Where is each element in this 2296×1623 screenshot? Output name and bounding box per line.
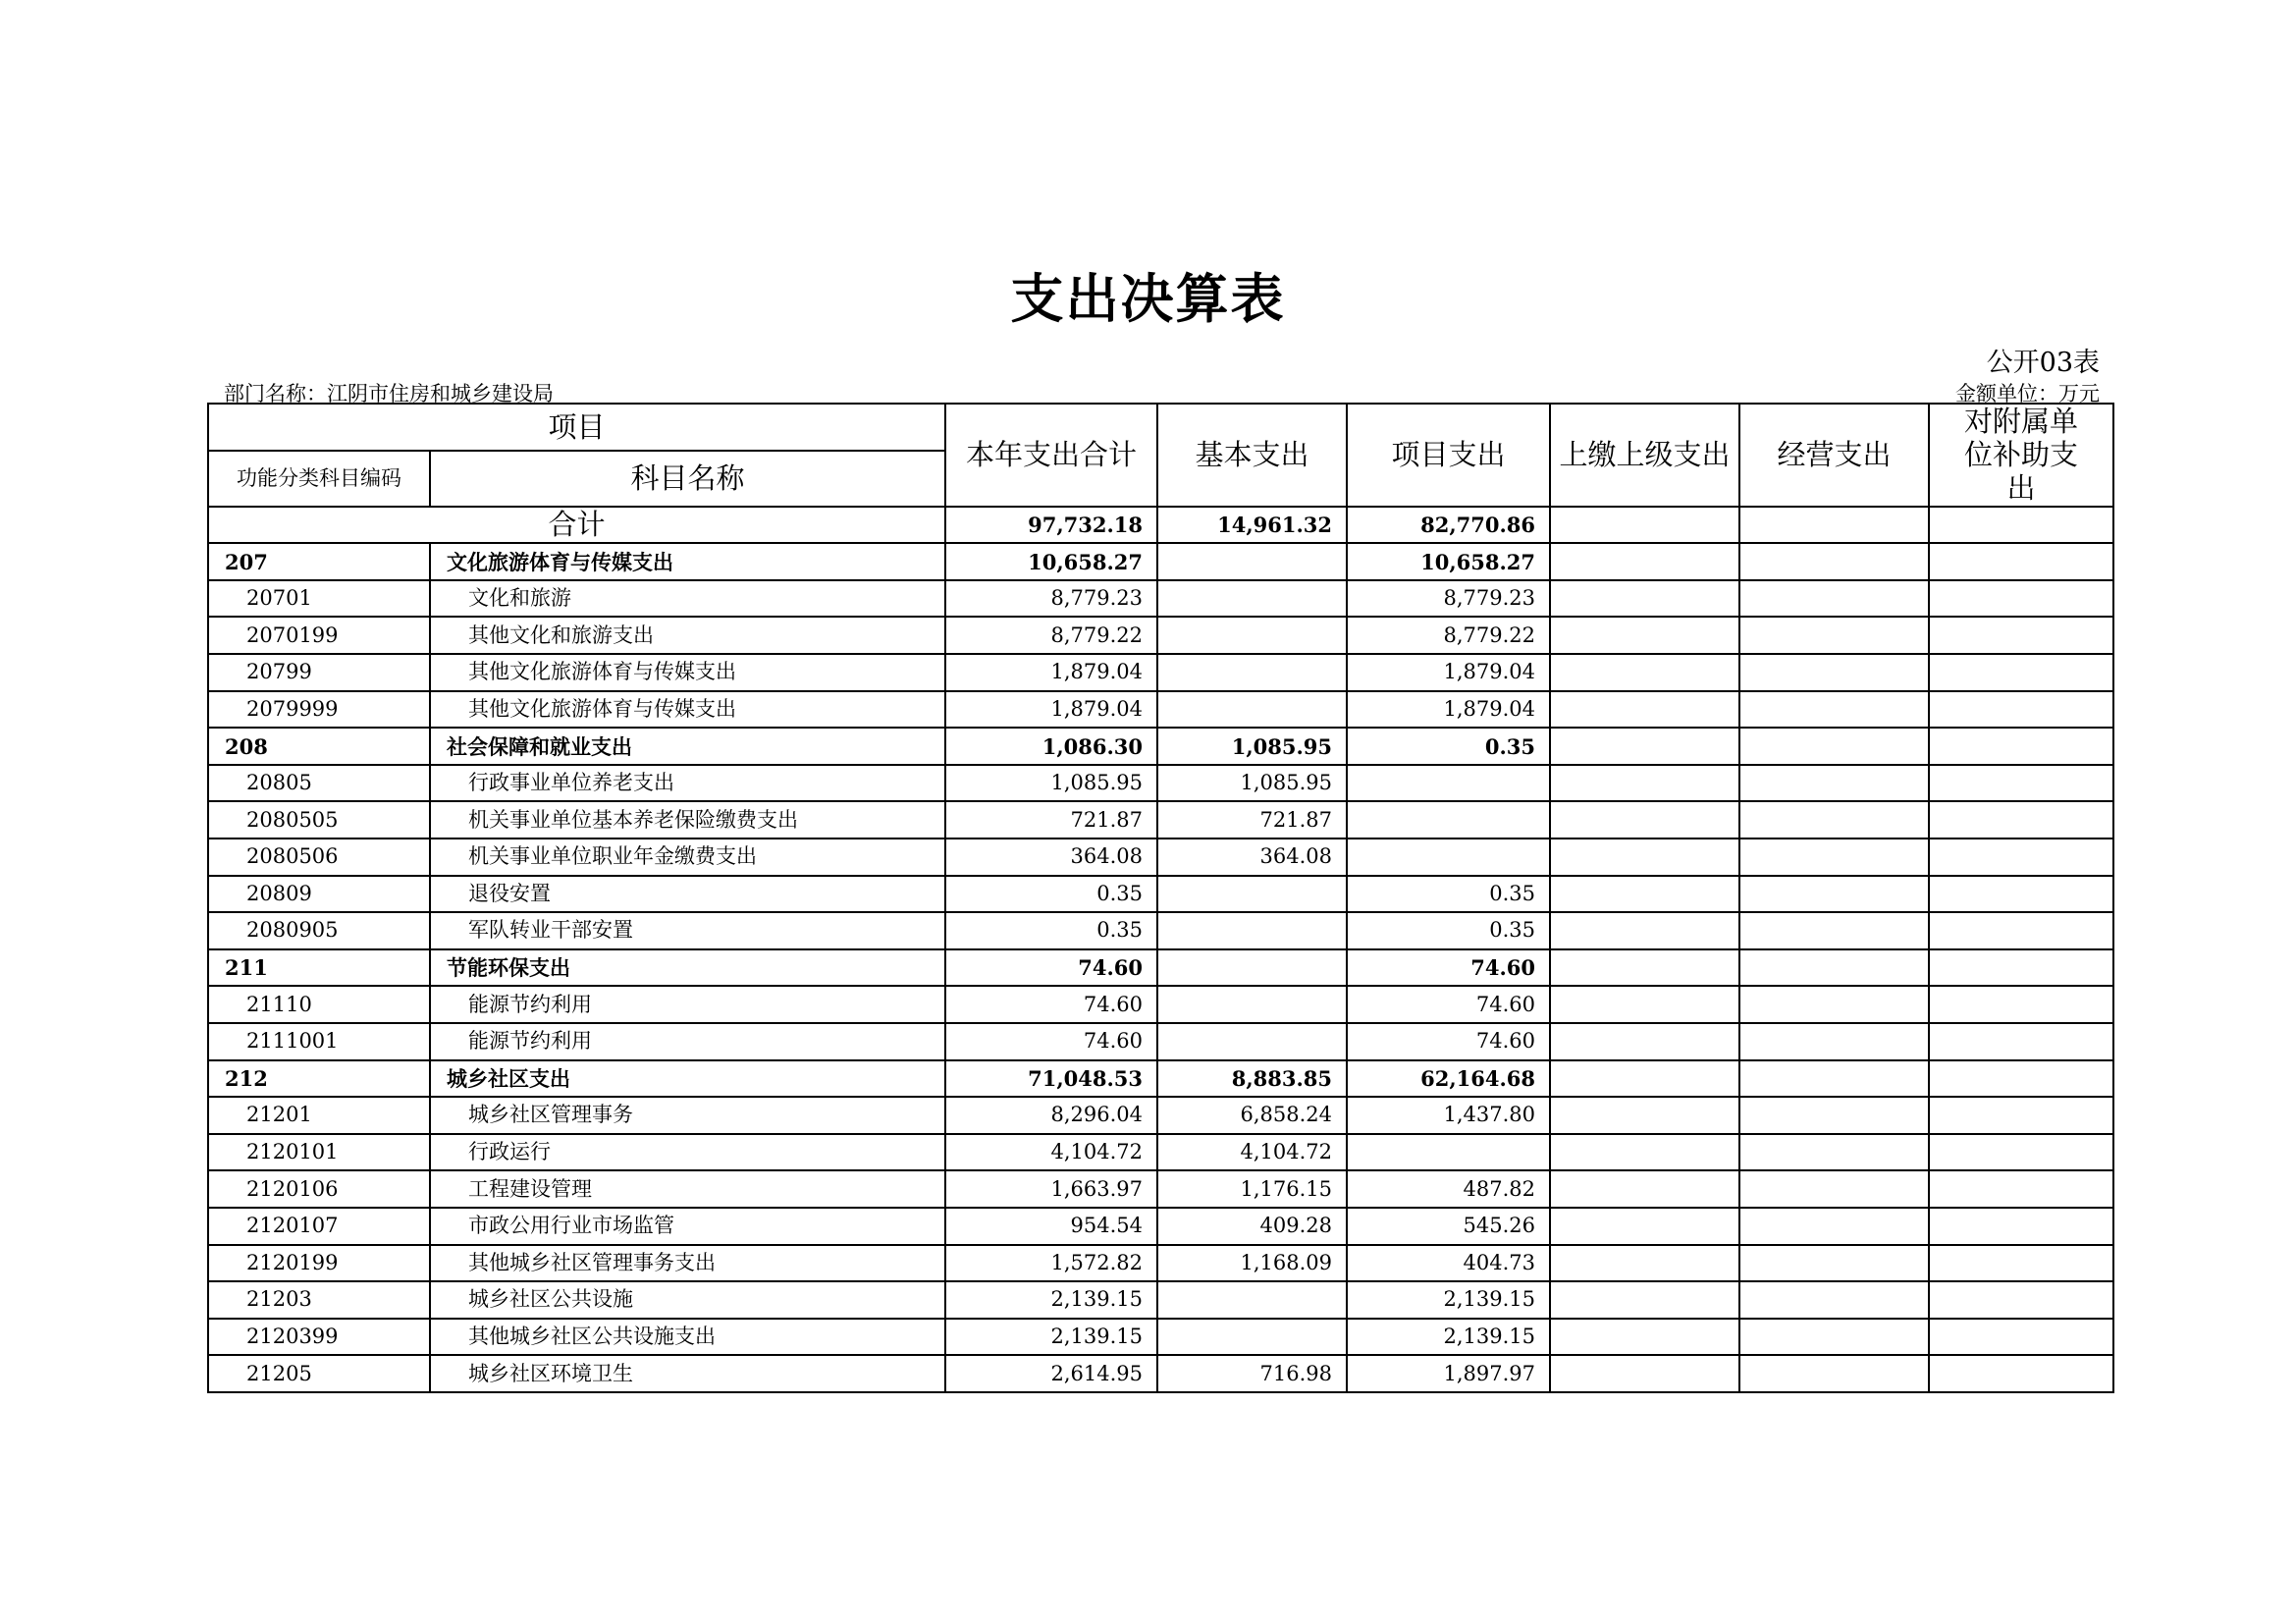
- amount-business: [1739, 912, 1929, 949]
- amount-subsidy: [1929, 876, 2113, 913]
- subject-name: 城乡社区公共设施: [430, 1281, 945, 1319]
- amount-upper: [1550, 654, 1739, 691]
- table-row: [208, 543, 2113, 580]
- subject-code: 2080905: [208, 912, 430, 949]
- amount-basic: 8,883.85: [1157, 1060, 1347, 1098]
- amount-upper: [1550, 1097, 1739, 1134]
- amount-upper: [1550, 580, 1739, 618]
- amount-subsidy: [1929, 654, 2113, 691]
- amount-basic: [1157, 876, 1347, 913]
- table-row: [208, 912, 2113, 949]
- amount-total: 1,879.04: [945, 691, 1157, 729]
- amount-upper: [1550, 1170, 1739, 1208]
- subject-name: 城乡社区管理事务: [430, 1097, 945, 1134]
- table-row: [208, 1245, 2113, 1282]
- total-amount: 97,732.18: [945, 507, 1157, 544]
- amount-subsidy: [1929, 1208, 2113, 1245]
- amount-unit: 金额单位：万元: [1955, 382, 2100, 406]
- amount-upper: [1550, 1319, 1739, 1356]
- amount-business: [1739, 1023, 1929, 1060]
- subject-name: 其他文化旅游体育与传媒支出: [430, 654, 945, 691]
- amount-business: [1739, 765, 1929, 802]
- amount-total: 2,139.15: [945, 1281, 1157, 1319]
- table-row: [208, 1097, 2113, 1134]
- amount-total: 1,085.95: [945, 765, 1157, 802]
- amount-subsidy: [1929, 986, 2113, 1023]
- amount-total: 0.35: [945, 876, 1157, 913]
- subject-code: 2120101: [208, 1134, 430, 1171]
- amount-upper: [1550, 986, 1739, 1023]
- amount-upper: [1550, 543, 1739, 580]
- subject-code: 208: [208, 728, 430, 765]
- amount-item: 8,779.23: [1347, 580, 1550, 618]
- subject-name: 文化和旅游: [430, 580, 945, 618]
- table-row: [208, 1281, 2113, 1319]
- subject-code: 21110: [208, 986, 430, 1023]
- total-business: [1739, 507, 1929, 544]
- amount-total: 364.08: [945, 839, 1157, 876]
- amount-total: 0.35: [945, 912, 1157, 949]
- amount-item: 1,897.97: [1347, 1355, 1550, 1392]
- table-row: [208, 1134, 2113, 1171]
- amount-item: 2,139.15: [1347, 1281, 1550, 1319]
- header-name: 科目名称: [430, 451, 945, 507]
- amount-upper: [1550, 949, 1739, 987]
- total-subsidy: [1929, 507, 2113, 544]
- amount-subsidy: [1929, 617, 2113, 654]
- amount-business: [1739, 728, 1929, 765]
- amount-upper: [1550, 1281, 1739, 1319]
- subject-name: 城乡社区支出: [430, 1060, 945, 1098]
- amount-upper: [1550, 691, 1739, 729]
- table-row: [208, 617, 2113, 654]
- amount-upper: [1550, 1355, 1739, 1392]
- amount-item: 487.82: [1347, 1170, 1550, 1208]
- amount-total: 8,779.23: [945, 580, 1157, 618]
- amount-basic: 364.08: [1157, 839, 1347, 876]
- subject-name: 行政运行: [430, 1134, 945, 1171]
- subject-code: 2079999: [208, 691, 430, 729]
- subject-name: 其他文化旅游体育与传媒支出: [430, 691, 945, 729]
- amount-basic: [1157, 691, 1347, 729]
- amount-business: [1739, 801, 1929, 839]
- table-row: [208, 1355, 2113, 1392]
- amount-basic: 6,858.24: [1157, 1097, 1347, 1134]
- amount-total: 74.60: [945, 949, 1157, 987]
- table-header: [208, 404, 2113, 507]
- subject-name: 城乡社区环境卫生: [430, 1355, 945, 1392]
- subject-name: 节能环保支出: [430, 949, 945, 987]
- amount-item: 8,779.22: [1347, 617, 1550, 654]
- amount-subsidy: [1929, 580, 2113, 618]
- amount-item: 1,437.80: [1347, 1097, 1550, 1134]
- amount-basic: [1157, 580, 1347, 618]
- amount-business: [1739, 580, 1929, 618]
- header-subsidy: 对附属单位补助支出: [1929, 404, 2113, 507]
- amount-total: 721.87: [945, 801, 1157, 839]
- amount-total: 8,296.04: [945, 1097, 1157, 1134]
- table-body: [208, 507, 2113, 1392]
- amount-upper: [1550, 728, 1739, 765]
- subject-name: 其他文化和旅游支出: [430, 617, 945, 654]
- subject-code: 2120107: [208, 1208, 430, 1245]
- header-code: 功能分类科目编码: [208, 451, 430, 507]
- amount-business: [1739, 1060, 1929, 1098]
- amount-basic: [1157, 949, 1347, 987]
- amount-business: [1739, 1245, 1929, 1282]
- table-row: [208, 691, 2113, 729]
- header-business: 经营支出: [1739, 404, 1929, 507]
- subject-name: 机关事业单位职业年金缴费支出: [430, 839, 945, 876]
- amount-basic: [1157, 1023, 1347, 1060]
- amount-subsidy: [1929, 1060, 2113, 1098]
- subject-code: 212: [208, 1060, 430, 1098]
- amount-subsidy: [1929, 728, 2113, 765]
- amount-business: [1739, 617, 1929, 654]
- amount-subsidy: [1929, 1023, 2113, 1060]
- amount-subsidy: [1929, 1097, 2113, 1134]
- subject-code: 20799: [208, 654, 430, 691]
- header-item: 项目支出: [1347, 404, 1550, 507]
- amount-upper: [1550, 1208, 1739, 1245]
- total-basic: 14,961.32: [1157, 507, 1347, 544]
- subject-code: 21203: [208, 1281, 430, 1319]
- amount-subsidy: [1929, 691, 2113, 729]
- amount-item: 545.26: [1347, 1208, 1550, 1245]
- amount-total: 2,614.95: [945, 1355, 1157, 1392]
- amount-basic: 1,085.95: [1157, 728, 1347, 765]
- total-row: [208, 507, 2113, 544]
- table-row: [208, 1208, 2113, 1245]
- amount-subsidy: [1929, 801, 2113, 839]
- amount-basic: [1157, 912, 1347, 949]
- amount-total: 2,139.15: [945, 1319, 1157, 1356]
- table-row: [208, 986, 2113, 1023]
- amount-basic: [1157, 543, 1347, 580]
- amount-subsidy: [1929, 949, 2113, 987]
- amount-subsidy: [1929, 765, 2113, 802]
- table-row: [208, 1060, 2113, 1098]
- amount-item: 0.35: [1347, 912, 1550, 949]
- amount-item: [1347, 801, 1550, 839]
- amount-basic: [1157, 617, 1347, 654]
- amount-basic: [1157, 654, 1347, 691]
- table-row: [208, 1170, 2113, 1208]
- amount-item: 1,879.04: [1347, 691, 1550, 729]
- amount-total: 1,879.04: [945, 654, 1157, 691]
- amount-upper: [1550, 876, 1739, 913]
- amount-item: 404.73: [1347, 1245, 1550, 1282]
- amount-total: 1,086.30: [945, 728, 1157, 765]
- amount-subsidy: [1929, 1355, 2113, 1392]
- subject-name: 市政公用行业市场监管: [430, 1208, 945, 1245]
- table-row: [208, 728, 2113, 765]
- subject-name: 军队转业干部安置: [430, 912, 945, 949]
- amount-item: 10,658.27: [1347, 543, 1550, 580]
- table-row: [208, 765, 2113, 802]
- table-row: [208, 1319, 2113, 1356]
- amount-total: 74.60: [945, 986, 1157, 1023]
- amount-business: [1739, 654, 1929, 691]
- amount-subsidy: [1929, 912, 2113, 949]
- amount-item: 62,164.68: [1347, 1060, 1550, 1098]
- amount-basic: [1157, 986, 1347, 1023]
- amount-business: [1739, 949, 1929, 987]
- amount-upper: [1550, 1245, 1739, 1282]
- subject-name: 退役安置: [430, 876, 945, 913]
- amount-total: 71,048.53: [945, 1060, 1157, 1098]
- amount-item: 2,139.15: [1347, 1319, 1550, 1356]
- amount-upper: [1550, 765, 1739, 802]
- table-row: [208, 580, 2113, 618]
- amount-subsidy: [1929, 1319, 2113, 1356]
- amount-item: 0.35: [1347, 728, 1550, 765]
- amount-upper: [1550, 617, 1739, 654]
- amount-basic: 1,085.95: [1157, 765, 1347, 802]
- subject-code: 207: [208, 543, 430, 580]
- subject-code: 211: [208, 949, 430, 987]
- subject-code: 2111001: [208, 1023, 430, 1060]
- page-title: 支出决算表: [1010, 267, 1286, 330]
- subject-name: 文化旅游体育与传媒支出: [430, 543, 945, 580]
- subject-name: 社会保障和就业支出: [430, 728, 945, 765]
- header-upper: 上缴上级支出: [1550, 404, 1739, 507]
- subject-code: 2120106: [208, 1170, 430, 1208]
- table-row: [208, 801, 2113, 839]
- amount-upper: [1550, 839, 1739, 876]
- amount-business: [1739, 839, 1929, 876]
- total-upper: [1550, 507, 1739, 544]
- amount-upper: [1550, 1134, 1739, 1171]
- amount-upper: [1550, 1060, 1739, 1098]
- subject-code: 2080505: [208, 801, 430, 839]
- amount-basic: 721.87: [1157, 801, 1347, 839]
- amount-item: [1347, 765, 1550, 802]
- table-row: [208, 949, 2113, 987]
- amount-subsidy: [1929, 839, 2113, 876]
- amount-business: [1739, 986, 1929, 1023]
- amount-basic: 409.28: [1157, 1208, 1347, 1245]
- amount-business: [1739, 1319, 1929, 1356]
- amount-basic: 1,176.15: [1157, 1170, 1347, 1208]
- amount-subsidy: [1929, 1281, 2113, 1319]
- amount-total: 1,663.97: [945, 1170, 1157, 1208]
- subject-name: 能源节约利用: [430, 986, 945, 1023]
- subject-code: 20805: [208, 765, 430, 802]
- subject-code: 21205: [208, 1355, 430, 1392]
- amount-total: 10,658.27: [945, 543, 1157, 580]
- amount-total: 1,572.82: [945, 1245, 1157, 1282]
- amount-business: [1739, 1208, 1929, 1245]
- amount-basic: 716.98: [1157, 1355, 1347, 1392]
- subject-name: 能源节约利用: [430, 1023, 945, 1060]
- amount-upper: [1550, 912, 1739, 949]
- amount-business: [1739, 876, 1929, 913]
- subject-code: 2120199: [208, 1245, 430, 1282]
- amount-total: 4,104.72: [945, 1134, 1157, 1171]
- subject-name: 其他城乡社区公共设施支出: [430, 1319, 945, 1356]
- amount-item: 74.60: [1347, 986, 1550, 1023]
- amount-basic: [1157, 1319, 1347, 1356]
- amount-basic: [1157, 1281, 1347, 1319]
- amount-subsidy: [1929, 1170, 2113, 1208]
- amount-business: [1739, 1134, 1929, 1171]
- subject-code: 20809: [208, 876, 430, 913]
- amount-item: 0.35: [1347, 876, 1550, 913]
- amount-subsidy: [1929, 1134, 2113, 1171]
- department-name: 部门名称：江阴市住房和城乡建设局: [224, 382, 554, 406]
- expenditure-table: [207, 403, 2114, 1393]
- amount-basic: 4,104.72: [1157, 1134, 1347, 1171]
- subject-code: 2120399: [208, 1319, 430, 1356]
- table-row: [208, 839, 2113, 876]
- subject-code: 2070199: [208, 617, 430, 654]
- amount-business: [1739, 1355, 1929, 1392]
- amount-item: [1347, 1134, 1550, 1171]
- total-label: 合计: [208, 507, 945, 544]
- header-basic: 基本支出: [1157, 404, 1347, 507]
- total-item: 82,770.86: [1347, 507, 1550, 544]
- amount-business: [1739, 1097, 1929, 1134]
- amount-business: [1739, 1170, 1929, 1208]
- amount-business: [1739, 543, 1929, 580]
- subject-name: 机关事业单位基本养老保险缴费支出: [430, 801, 945, 839]
- amount-total: 74.60: [945, 1023, 1157, 1060]
- amount-item: 1,879.04: [1347, 654, 1550, 691]
- form-number: 公开03表: [1986, 348, 2100, 378]
- amount-item: [1347, 839, 1550, 876]
- amount-upper: [1550, 1023, 1739, 1060]
- header-total: 本年支出合计: [945, 404, 1157, 507]
- table-row: [208, 1023, 2113, 1060]
- amount-upper: [1550, 801, 1739, 839]
- subject-code: 21201: [208, 1097, 430, 1134]
- amount-total: 954.54: [945, 1208, 1157, 1245]
- subject-code: 2080506: [208, 839, 430, 876]
- amount-subsidy: [1929, 543, 2113, 580]
- amount-item: 74.60: [1347, 949, 1550, 987]
- header-project: 项目: [208, 404, 945, 451]
- table-row: [208, 654, 2113, 691]
- table-row: [208, 876, 2113, 913]
- amount-item: 74.60: [1347, 1023, 1550, 1060]
- subject-name: 行政事业单位养老支出: [430, 765, 945, 802]
- subject-name: 其他城乡社区管理事务支出: [430, 1245, 945, 1282]
- amount-total: 8,779.22: [945, 617, 1157, 654]
- amount-basic: 1,168.09: [1157, 1245, 1347, 1282]
- amount-business: [1739, 691, 1929, 729]
- subject-name: 工程建设管理: [430, 1170, 945, 1208]
- amount-business: [1739, 1281, 1929, 1319]
- amount-subsidy: [1929, 1245, 2113, 1282]
- subject-code: 20701: [208, 580, 430, 618]
